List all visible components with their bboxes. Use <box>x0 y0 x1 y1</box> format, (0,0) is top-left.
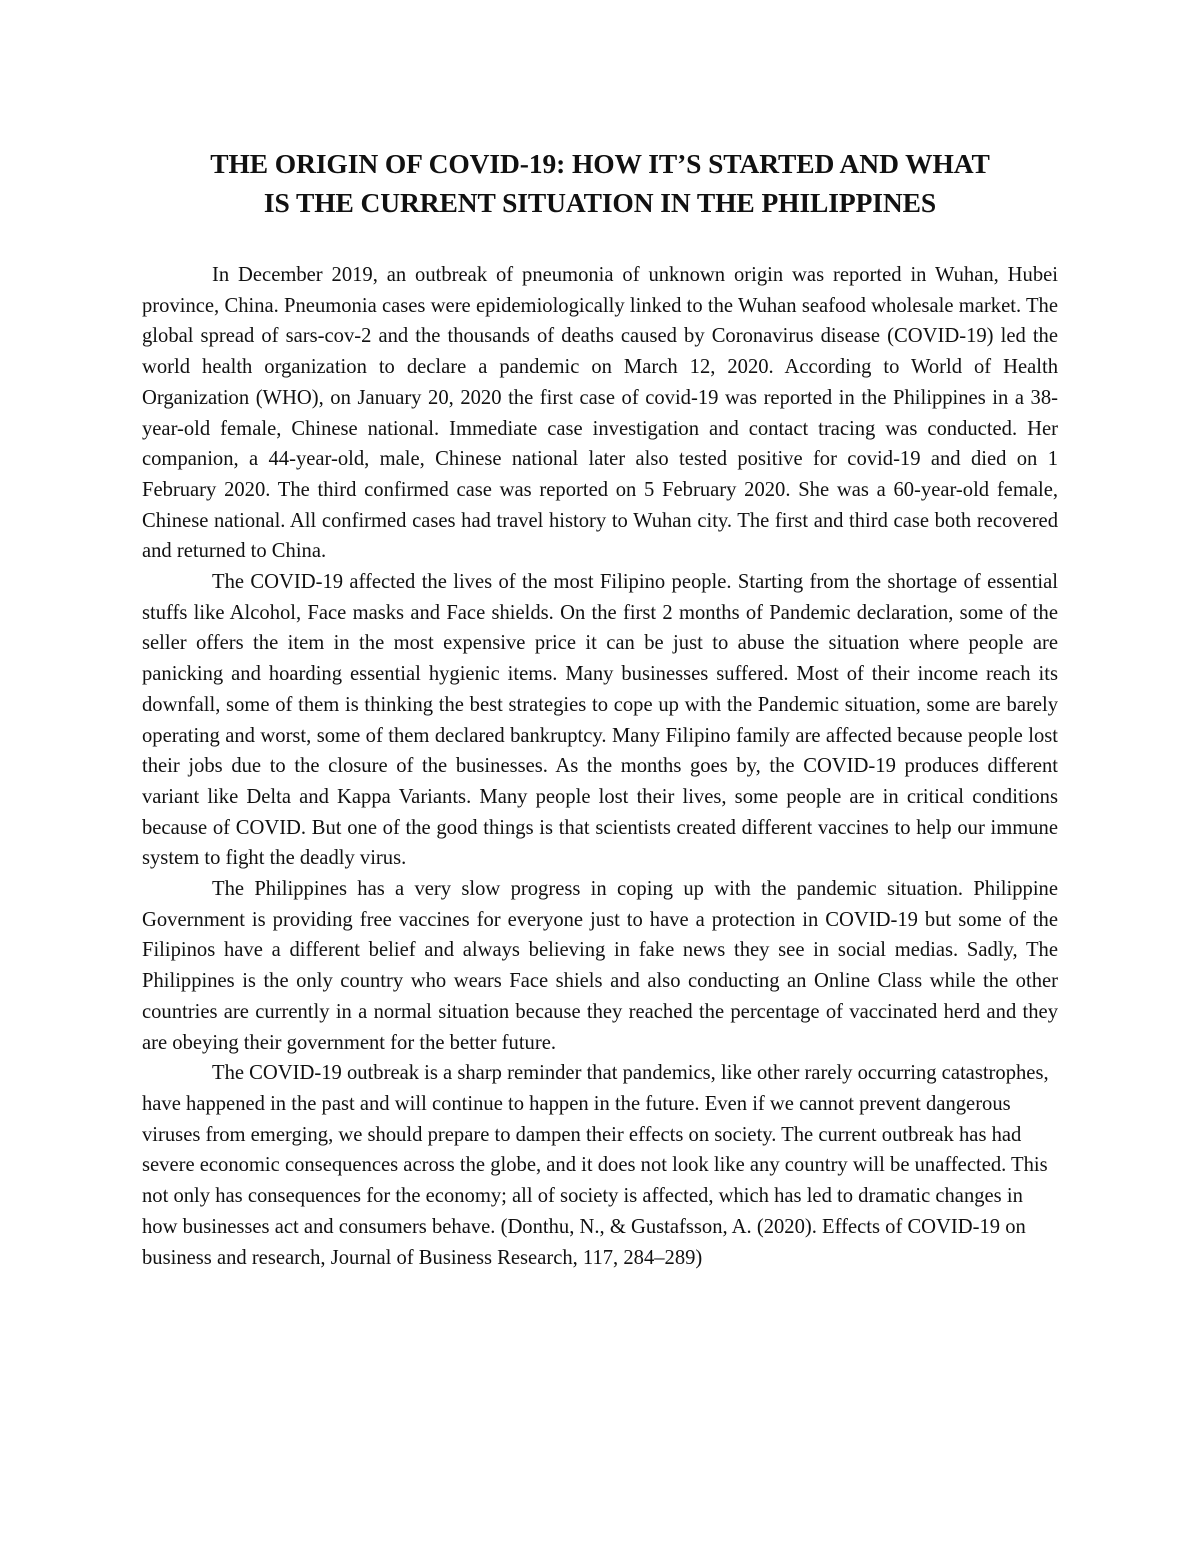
paragraph-conclusion: The COVID-19 outbreak is a sharp reminder that pandemics, like other rarely occurring catastrophes, have happened in the past and will continue to happen in the future. Even if we cannot prevent dangerous viruses from emerging, we should prepare to dampen their effects on society. The current outbreak has had severe economic consequences across the globe, and it does not look like any country will be unaffected. This not only has consequences for the economy; all of society is affected, which has led to dramatic changes in how businesses act and consumers behave. (Donthu, N., & Gustafsson, A. (2020). Effects of COVID-19 on business and research, Journal of Business Research, 117, 284–289) <box>142 1062 1049 1269</box>
document-title <box>142 144 1058 222</box>
paragraph-philippines-progress: The Philippines has a very slow progress in coping up with the pandemic situation. Philippine Government is providing free vaccines for everyone just to have a protection in COVID-19 but some of the Filipinos have a different belief and always believing in fake news they see in social medias. Sadly, The Philippines is the only country who wears Face shiels and also conducting an Online Class while the other countries are currently in a normal situation because they reached the percentage of vaccinated herd and they are obeying their government for the better future. <box>142 878 1058 1054</box>
title-line-1: THE ORIGIN OF COVID-19: HOW IT’S STARTED AND WHAT <box>210 148 990 179</box>
paragraph-origin: In December 2019, an outbreak of pneumonia of unknown origin was reported in Wuhan, Hubei province, China. Pneumonia cases were epidemiologically linked to the Wuhan seafood wholesale market. The global spread of sars-cov-2 and the thousands of deaths caused by Coronavirus disease (COVID-19) led the world health organization to declare a pandemic on March 12, 2020. According to World of Health Organization (WHO), on January 20, 2020 the first case of covid-19 was reported in the Philippines in a 38-year-old female, Chinese national. Immediate case investigation and contact tracing was conducted. Her companion, a 44-year-old, male, Chinese national later also tested positive for covid-19 and died on 1 February 2020. The third confirmed case was reported on 5 February 2020. She was a 60-year-old female, Chinese national. All confirmed cases had travel history to Wuhan city. The first and third case both recovered and returned to China. <box>142 264 1058 563</box>
title-line-2: IS THE CURRENT SITUATION IN THE PHILIPPINES <box>263 187 937 218</box>
document-body <box>142 260 1058 1273</box>
paragraph-effects: The COVID-19 affected the lives of the most Filipino people. Starting from the shortage of essential stuffs like Alcohol, Face masks and Face shields. On the first 2 months of Pandemic declaration, some of the seller offers the item in the most expensive price it can be just to abuse the situation where people are panicking and hoarding essential hygienic items. Many businesses suffered. Most of their income reach its downfall, some of them is thinking the best strategies to cope up with the Pandemic situation, some are barely operating and worst, some of them declared bankruptcy. Many Filipino family are affected because people lost their jobs due to the closure of the businesses. As the months goes by, the COVID-19 produces different variant like Delta and Kappa Variants. Many people lost their lives, some people are in critical conditions because of COVID. But one of the good things is that scientists created different vaccines to help our immune system to fight the deadly virus. <box>142 571 1058 870</box>
